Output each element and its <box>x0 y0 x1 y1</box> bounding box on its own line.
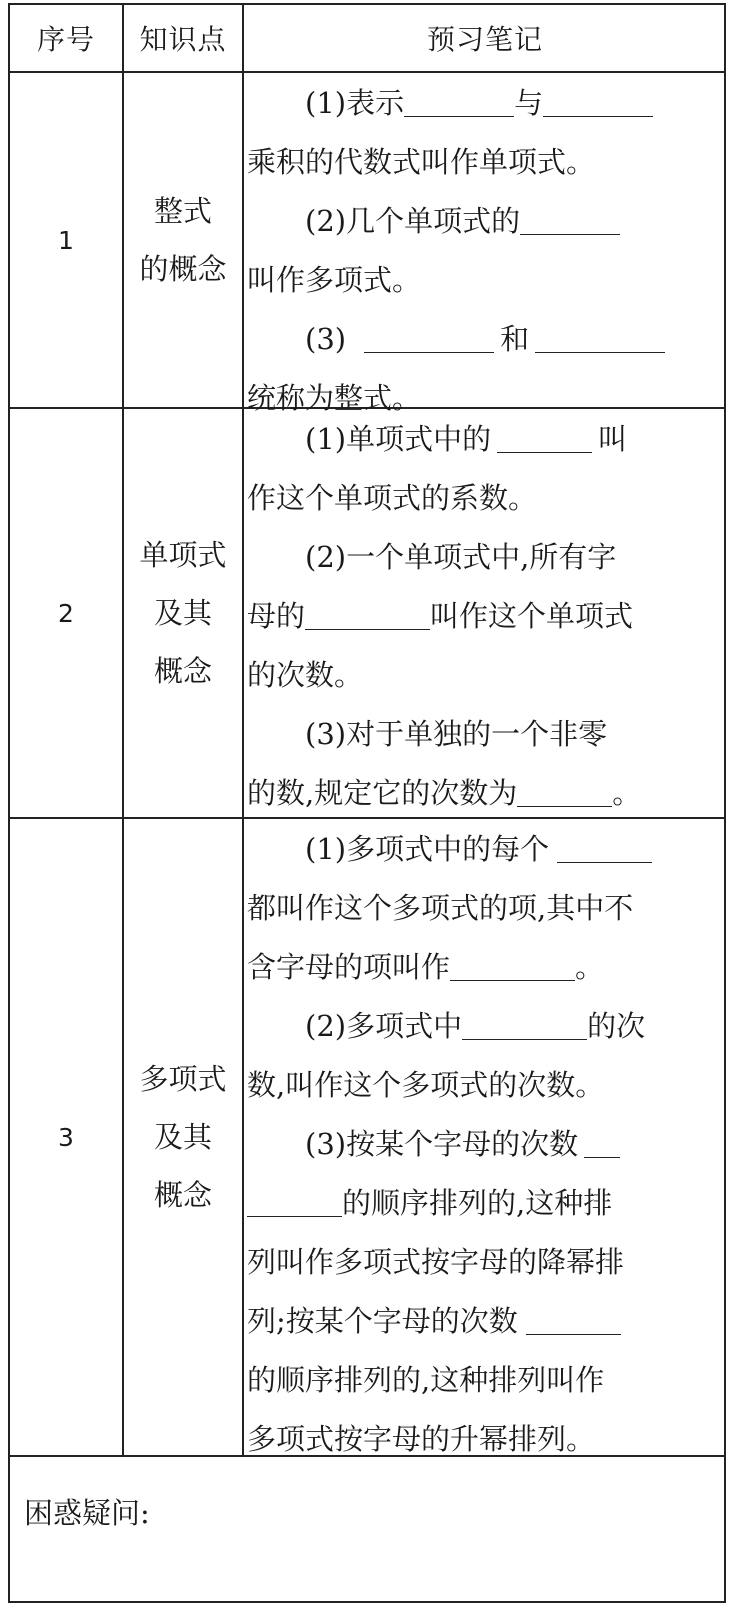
questions-label: 困惑疑问: <box>24 1496 150 1530</box>
note-text: 都叫作这个多项式的项,其中不 <box>247 891 634 925</box>
topic-line: 概念 <box>153 1178 212 1212</box>
topic-line: 多项式 <box>139 1062 227 1096</box>
note-paragraph <box>247 820 712 997</box>
fill-blank <box>526 1302 621 1335</box>
notes-cell <box>247 410 712 823</box>
notes-cell <box>247 74 712 428</box>
fill-blank <box>462 1007 587 1040</box>
note-text: 的顺序排列的,这种排 <box>342 1186 613 1220</box>
note-text: 叫作多项式。 <box>247 263 422 297</box>
note-text: 母的 <box>247 599 306 633</box>
note-text: 作这个单项式的系数。 <box>247 481 538 515</box>
fill-blank <box>543 84 653 117</box>
note-text: 统称为整式。 <box>247 381 422 415</box>
column-divider <box>242 5 244 1457</box>
fill-blank <box>305 597 430 630</box>
note-text: (2)多项式中 <box>305 1009 463 1043</box>
note-text: 叫作这个单项式 <box>430 599 634 633</box>
note-text: (2)几个单项式的 <box>305 204 521 238</box>
note-text: 。 <box>575 950 605 984</box>
note-paragraph <box>247 192 712 310</box>
note-paragraph <box>247 705 712 823</box>
note-text: (1)表示 <box>305 86 405 120</box>
note-text: 多项式按字母的升幂排列。 <box>247 1422 596 1456</box>
note-text: 数,叫作这个多项式的次数。 <box>247 1068 605 1102</box>
note-text: (3) <box>305 322 347 356</box>
fill-blank <box>557 830 652 863</box>
note-text: (3)对于单独的一个非零 <box>305 717 608 751</box>
note-text: 含字母的项叫作 <box>247 950 451 984</box>
note-text: (1)单项式中的 <box>305 422 492 456</box>
fill-blank <box>364 320 494 353</box>
header-topic: 知识点 <box>139 23 227 56</box>
note-text: 和 <box>500 322 530 356</box>
topic-line: 单项式 <box>139 538 227 572</box>
note-text: (1)多项式中的每个 <box>305 832 550 866</box>
note-text: 与 <box>514 86 544 120</box>
fill-blank <box>497 420 592 453</box>
fill-blank <box>517 774 612 807</box>
note-paragraph <box>247 74 712 192</box>
note-paragraph <box>247 410 712 528</box>
topic-line: 概念 <box>153 654 212 688</box>
row-number: 2 <box>58 598 74 628</box>
note-text: 的数,规定它的次数为 <box>247 776 518 810</box>
note-text: 的次 <box>587 1009 646 1043</box>
fill-blank <box>247 1184 342 1217</box>
topic-line: 及其 <box>153 1120 212 1154</box>
topic-line: 及其 <box>153 596 212 630</box>
notes-cell <box>247 820 712 1469</box>
header-seq: 序号 <box>36 23 95 56</box>
fill-blank <box>535 320 665 353</box>
note-text: 乘积的代数式叫作单项式。 <box>247 145 596 179</box>
topic-cell <box>124 409 242 817</box>
topic-cell <box>124 819 242 1455</box>
note-text: 的顺序排列的,这种排列叫作 <box>247 1363 605 1397</box>
note-text: 的次数。 <box>247 658 364 692</box>
fill-blank <box>404 84 514 117</box>
fill-blank <box>584 1125 620 1158</box>
note-text: 列叫作多项式按字母的降幂排 <box>247 1245 625 1279</box>
note-text: (2)一个单项式中,所有字 <box>305 540 617 574</box>
topic-cell <box>124 73 242 407</box>
note-text: 列;按某个字母的次数 <box>247 1304 518 1338</box>
note-paragraph <box>247 997 712 1115</box>
note-paragraph <box>247 1115 712 1469</box>
note-text: (3)按某个字母的次数 <box>305 1127 579 1161</box>
row-number: 3 <box>58 1122 74 1152</box>
note-text: 。 <box>612 776 642 810</box>
fill-blank <box>450 948 575 981</box>
topic-line: 整式 <box>153 194 212 228</box>
header-notes: 预习笔记 <box>426 23 543 56</box>
topic-line: 的概念 <box>139 252 227 286</box>
fill-blank <box>520 202 620 235</box>
note-text: 叫 <box>598 422 628 456</box>
row-number: 1 <box>58 225 74 255</box>
note-paragraph <box>247 528 712 705</box>
preview-notes-table <box>8 3 726 1603</box>
